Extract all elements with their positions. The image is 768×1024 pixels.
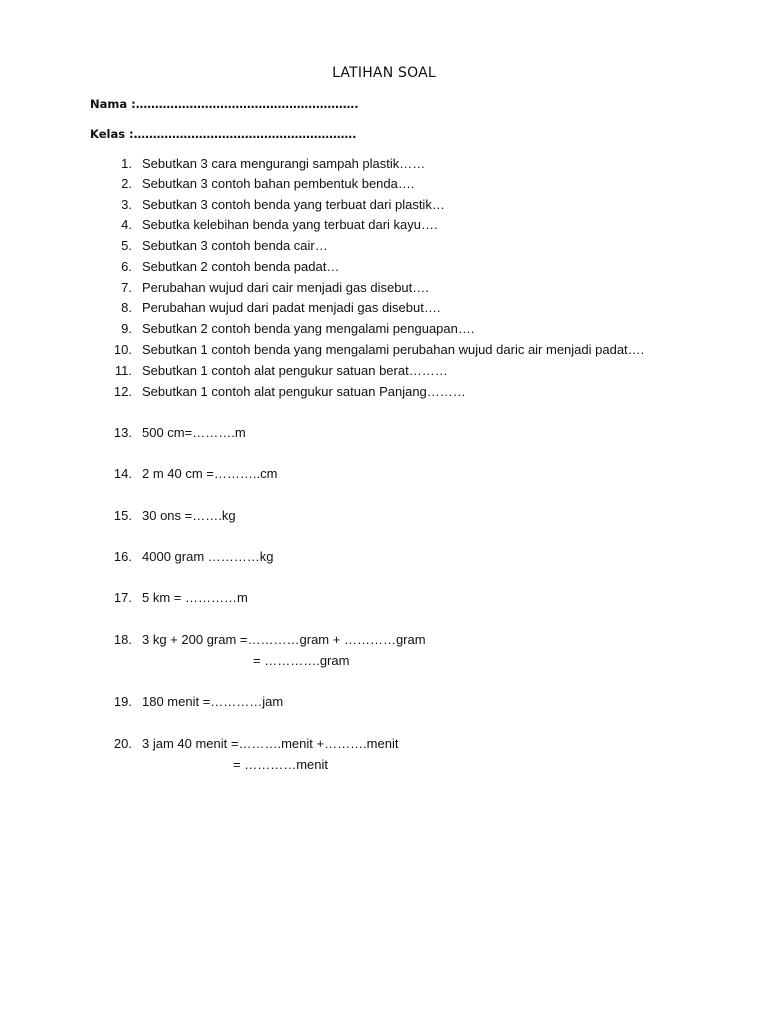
question-number: 15. [113, 508, 132, 523]
question-text: 30 ons =…….kg [142, 508, 236, 523]
question-text: 500 cm=……….m [142, 425, 246, 440]
question-text: Sebutkan 3 contoh bahan pembentuk benda…. [142, 176, 415, 191]
question-number: 10. [113, 342, 132, 357]
question-text: 2 m 40 cm =………..cm [142, 466, 278, 481]
question-text: Sebutkan 1 contoh alat pengukur satuan Panjang……… [142, 384, 466, 399]
question-text: Sebutkan 2 contoh benda yang mengalami penguapan…. [142, 321, 475, 336]
question-number: 13. [113, 425, 132, 440]
question-text: Sebutkan 2 contoh benda padat… [142, 259, 340, 274]
question-number: 6. [121, 259, 132, 274]
question-text: Sebutkan 3 contoh benda yang terbuat dari plastik… [142, 197, 445, 212]
question-number: 16. [113, 549, 132, 564]
question-text: Sebutkan 3 cara mengurangi sampah plastik…… [142, 156, 426, 171]
question-number: 9. [121, 321, 132, 336]
question-continuation: = ………….gram [253, 653, 350, 668]
nama-field[interactable]: Nama :…………………………………………………. [90, 97, 359, 111]
question-text: Sebutkan 1 contoh benda yang mengalami perubahan wujud daric air menjadi padat…. [142, 342, 645, 357]
question-text: 3 jam 40 menit =……….menit +……….menit [142, 736, 399, 751]
question-number: 7. [121, 280, 132, 295]
question-number: 20. [113, 736, 132, 751]
question-number: 3. [121, 197, 132, 212]
question-number: 2. [121, 176, 132, 191]
question-continuation: = …………menit [233, 757, 328, 772]
question-text: 4000 gram …………kg [142, 549, 274, 564]
question-text: Perubahan wujud dari cair menjadi gas disebut…. [142, 280, 429, 295]
question-text: 180 menit =…………jam [142, 694, 284, 709]
question-text: 3 kg + 200 gram =…………gram + …………gram [142, 632, 426, 647]
question-number: 12. [113, 384, 132, 399]
question-number: 18. [113, 632, 132, 647]
question-text: Perubahan wujud dari padat menjadi gas disebut…. [142, 300, 441, 315]
question-number: 11. [114, 363, 132, 378]
question-text: Sebutka kelebihan benda yang terbuat dari kayu…. [142, 217, 438, 232]
question-text: 5 km = …………m [142, 590, 248, 605]
kelas-field[interactable]: Kelas :…………………………………………………. [90, 127, 357, 141]
question-number: 8. [121, 300, 132, 315]
question-number: 17. [113, 590, 132, 605]
question-number: 19. [113, 694, 132, 709]
page-title: LATIHAN SOAL [332, 65, 436, 81]
question-text: Sebutkan 3 contoh benda cair… [142, 238, 328, 253]
question-number: 14. [113, 466, 132, 481]
question-number: 5. [121, 238, 132, 253]
question-text: Sebutkan 1 contoh alat pengukur satuan berat……… [142, 363, 448, 378]
question-number: 1. [121, 156, 132, 171]
question-number: 4. [121, 217, 132, 232]
